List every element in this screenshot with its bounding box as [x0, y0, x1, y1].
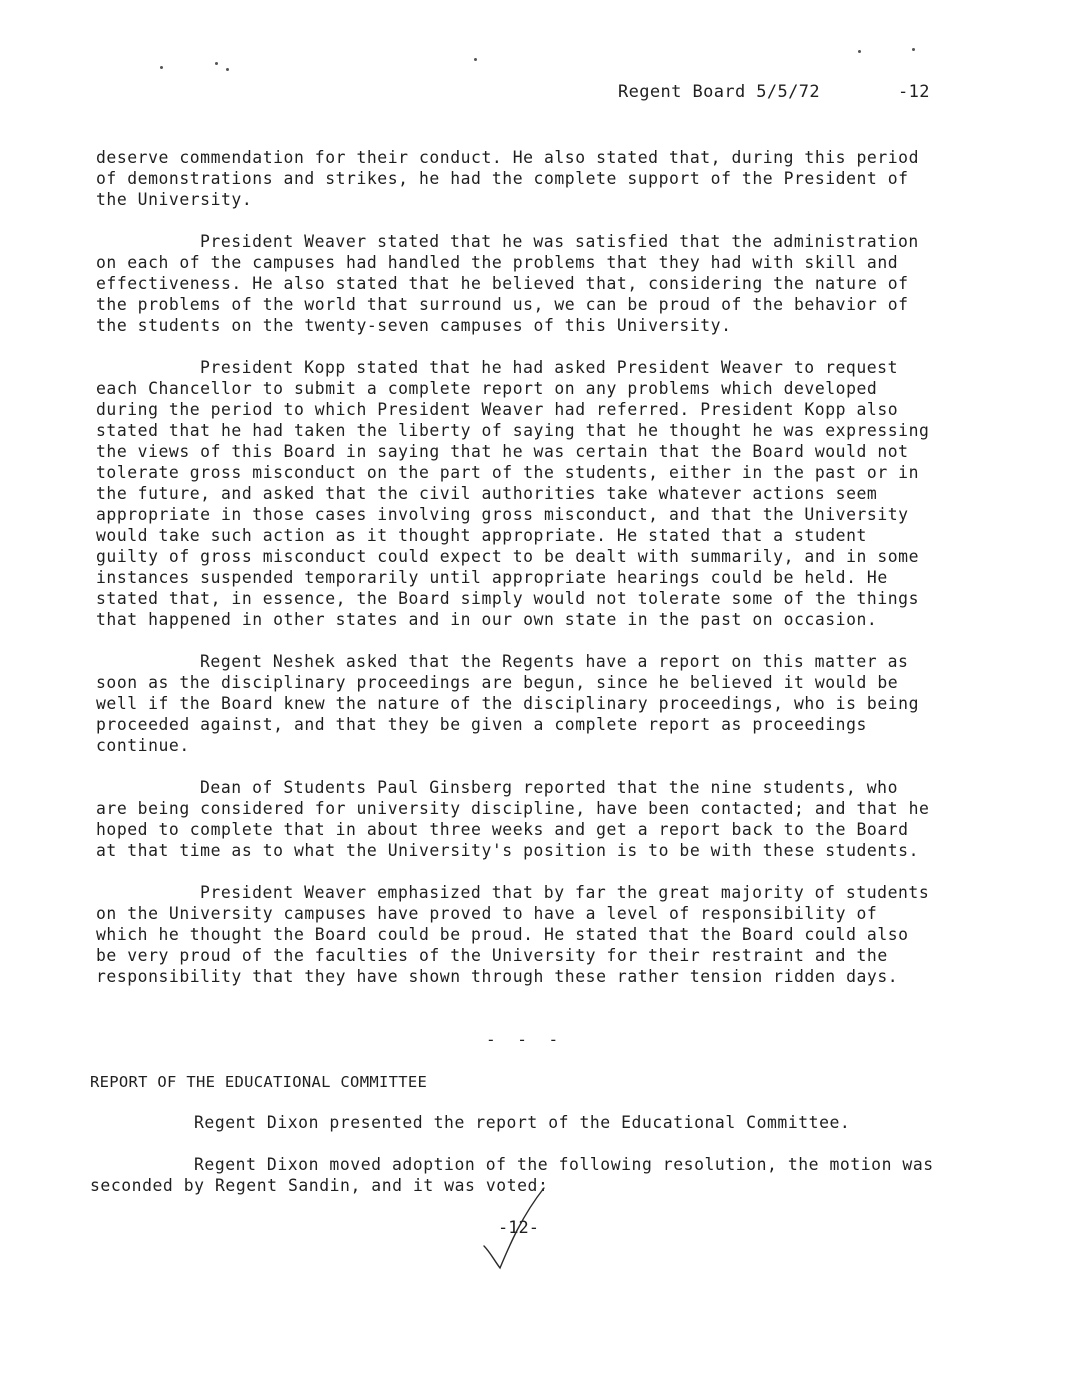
header-title: Regent Board 5/5/72 [618, 82, 821, 102]
paragraph-dixon-report: Regent Dixon presented the report of the Educational Committee. [194, 1113, 851, 1132]
footer-page-number: -12- [498, 1218, 539, 1238]
paragraph-dixon-motion: Regent Dixon moved adoption of the following resolution, the motion was seconded by Regent Sandin, and it was voted: [90, 1155, 934, 1195]
paragraph-weaver-statement: President Weaver stated that he was satisfied that the administration on each of the campuses had handled the problems that they had with skill and effectiveness. He also stated that he believed that, considering the nature of the problems of the world that surround us, we can be proud of the behavior of the students on the twenty-seven campuses of this University. [96, 232, 919, 335]
handwritten-checkmark-icon [482, 1180, 552, 1280]
paragraph-weaver-emphasis: President Weaver emphasized that by far the great majority of students on the University campuses have proved to have a level of responsibility of which he thought the Board could be proud. He stated that the Board could also be very proud of the faculties of the University for their restraint and the responsibility that they have shown through these rather tension ridden days. [96, 883, 930, 986]
body-text [96, 147, 936, 1008]
paragraph-neshek-request: Regent Neshek asked that the Regents have a report on this matter as soon as the disciplinary proceedings are begun, since he believed it would be well if the Board knew the nature of the disciplinary proceedings, who is being proceeded against, and that they be given a complete report as proceedings continue. [96, 652, 920, 755]
section-heading: REPORT OF THE EDUCATIONAL COMMITTEE [90, 1073, 428, 1091]
paragraph-kopp-statement: President Kopp stated that he had asked President Weaver to request each Chancellor to submit a complete report on any problems which developed during the period to which President Weaver had referred. President Kopp also stated that he had taken the liberty of saying that he thought he was expressing the views of this Board in saying that he was certain that the Board would not tolerate gross misconduct on the part of the students, either in the past or in the future, and asked that the civil authorities take whatever actions seem appropriate in those cases involving gross misconduct, and that the University would take such action as it thought appropriate. He stated that a student guilty of gross misconduct could expect to be dealt with summarily, and in some instances suspended temporarily until appropriate hearings could be held. He stated that, in essence, the Board simply would not tolerate some of the things that happened in other states and in our own state in the past on occasion. [96, 358, 930, 629]
section-divider: - - - [486, 1030, 565, 1049]
header-page-number: -12 [898, 82, 930, 102]
paragraph-continuation: deserve commendation for their conduct. He also stated that, during this period of demonstrations and strikes, he had the complete support of the President of the University. [96, 148, 920, 209]
paragraph-ginsberg-report: Dean of Students Paul Ginsberg reported that the nine students, who are being considered for university discipline, have been contacted; and that he hoped to complete that in about three weeks and get a report back to the Board at that time as to what the University's position is to be with these students. [96, 778, 930, 860]
